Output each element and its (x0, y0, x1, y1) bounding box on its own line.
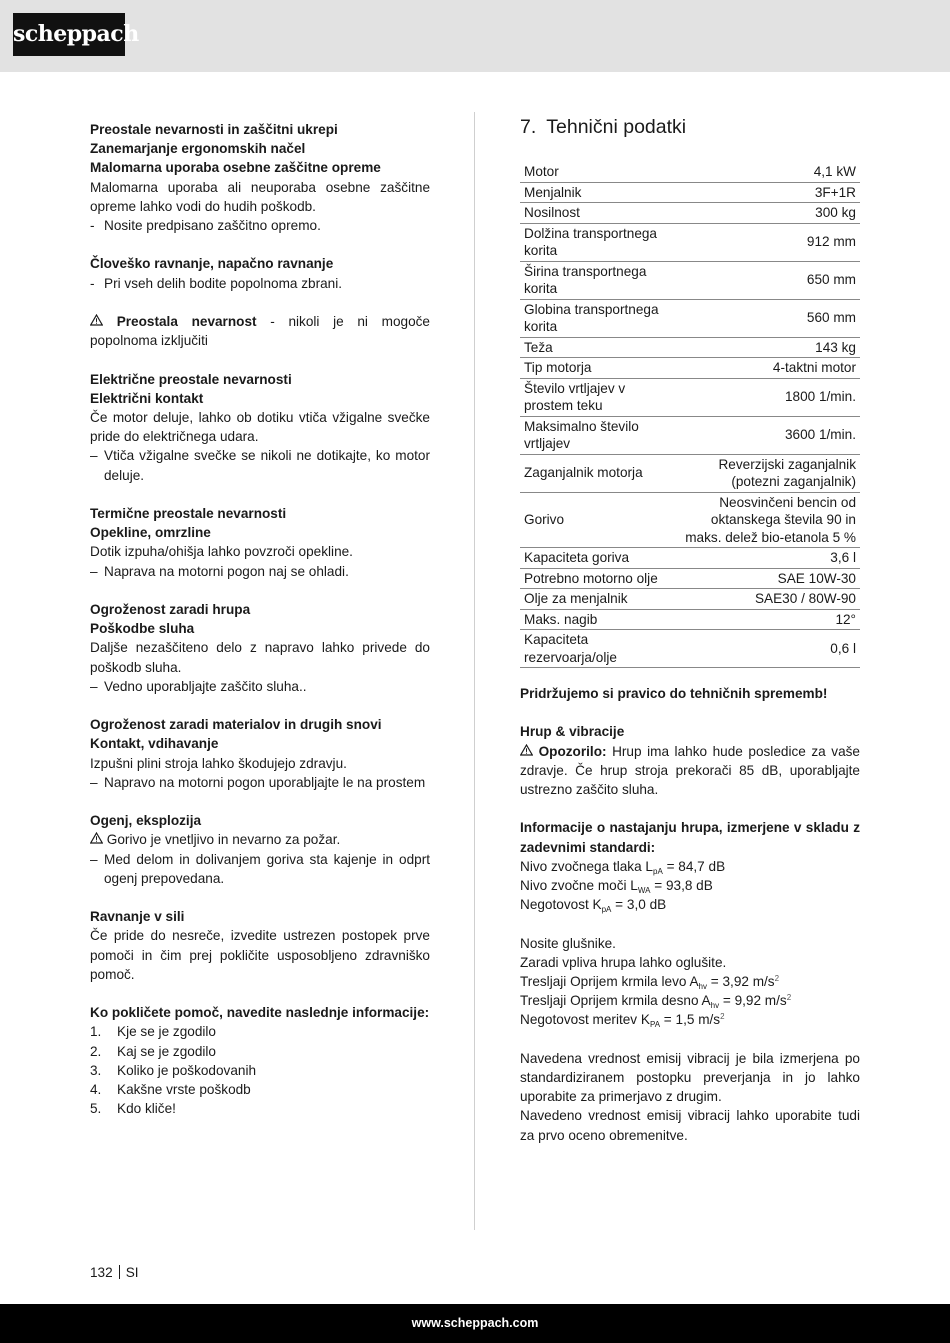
spec-label: Teža (524, 339, 553, 355)
item-text: Kdo kliče! (117, 1101, 176, 1117)
table-row (520, 299, 860, 337)
table-row (520, 223, 860, 261)
list-text: Vtiča vžigalne svečke se nikoli ne dotikajte, ko motor deluje. (104, 448, 430, 483)
value-label: Negotovost meritev K (520, 1012, 650, 1028)
warning-triangle-icon (90, 312, 103, 331)
section-notice (520, 684, 860, 703)
warning-text: Hrup ima lahko hude posledice za vaše zdravje. Če hrup stroja prekorači 85 dB, uporabljajte ustrezno zaščito sluha. (520, 743, 860, 797)
spec-value: 143 kg (815, 339, 856, 355)
warning-triangle-icon (520, 742, 533, 761)
list-item (90, 677, 430, 696)
subheading: Opekline, omrzline (90, 525, 211, 541)
table-row (520, 378, 860, 416)
list-item (90, 216, 430, 235)
superscript: 2 (720, 1012, 725, 1022)
heading: Ko pokličete pomoč, navedite naslednje informacije: (90, 1005, 430, 1021)
list-item (90, 773, 430, 792)
item-text: Kaj se je zgodilo (117, 1043, 216, 1059)
subheading: Zanemarjanje ergonomskih načel (90, 141, 306, 157)
noise-value-line (520, 857, 860, 876)
spec-label: Maks. nagib (524, 611, 598, 627)
section-emergency (90, 907, 430, 984)
section-vibration-values (520, 934, 860, 1030)
table-row (520, 337, 860, 358)
left-column (90, 120, 430, 1138)
section-materials (90, 715, 430, 792)
spec-label: Globina transportnega korita (524, 301, 659, 334)
table-row (520, 162, 860, 182)
spec-value: 3F+1R (814, 184, 856, 200)
value-label: Nivo zvočnega tlaka L (520, 858, 653, 874)
vibration-value-line (520, 1010, 860, 1029)
section-noise-vibration (520, 722, 860, 799)
spec-label: Gorivo (524, 512, 565, 527)
spec-label: Maksimalno število vrtljajev (524, 418, 639, 451)
value-label: Nivo zvočne moči L (520, 878, 638, 893)
tech-data-table (520, 162, 860, 668)
noise-value-line (520, 895, 860, 914)
bullet-mark: – (90, 563, 98, 579)
numbered-item (90, 1042, 430, 1061)
spec-label: Kapaciteta rezervoarja/olje (524, 632, 617, 665)
spec-label: Olje za menjalnik (524, 591, 628, 606)
spec-label: Zaganjalnik motorja (524, 465, 643, 481)
noise-value-line (520, 876, 860, 895)
spec-label: Širina transportnega korita (524, 263, 647, 296)
heading: Ogroženost zaradi materialov in drugih snovi (90, 717, 382, 733)
numbered-item (90, 1022, 430, 1041)
heading: Ogroženost zaradi hrupa (90, 602, 251, 617)
value-label: Tresljaji Oprijem krmila levo A (520, 974, 699, 989)
paragraph: Izpušni plini stroja lahko škodujejo zdravju. (90, 755, 347, 771)
spec-label: Potrebno motorno olje (524, 570, 658, 586)
spec-value: 1800 1/min. (784, 389, 856, 405)
spec-value: 560 mm (806, 310, 856, 326)
list-item (90, 446, 430, 484)
warning-label: Opozorilo: (538, 743, 607, 759)
item-text: Kje se je zgodilo (117, 1024, 216, 1040)
spec-value: SAE 10W-30 (777, 570, 856, 586)
value: = 9,92 m/s (719, 993, 787, 1009)
table-row (520, 568, 860, 589)
numbered-item (90, 1080, 430, 1099)
spec-value: 650 mm (806, 272, 856, 288)
subscript: PA (649, 1020, 661, 1030)
table-row (520, 416, 860, 454)
spec-value: Reverzijski zaganjalnik (potezni zaganjalnik) (718, 456, 856, 489)
page-number (90, 1265, 139, 1280)
table-row (520, 492, 860, 548)
list-item (90, 562, 430, 581)
section-noise-hazard (90, 600, 430, 696)
heading: Ravnanje v sili (90, 909, 185, 925)
footer-website-link[interactable]: www.scheppach.com (411, 1316, 539, 1330)
paragraph: Dotik izpuha/ohišja lahko povzroči opekline. (90, 544, 353, 560)
header-band (0, 0, 950, 72)
table-row (520, 609, 860, 630)
page-number-value: 132 (90, 1265, 113, 1280)
spec-value: 0,6 l (830, 640, 856, 656)
section-call-info (90, 1003, 430, 1118)
section-remaining-risk (90, 312, 430, 350)
spec-label: Kapaciteta goriva (524, 550, 630, 565)
subscript: pA (653, 866, 663, 876)
superscript: 2 (786, 993, 792, 1003)
value: = 93,8 dB (650, 878, 713, 893)
list-text: Med delom in dolivanjem goriva sta kajenje in odprt ogenj prepovedana. (104, 851, 430, 886)
language-code: SI (125, 1265, 139, 1280)
paragraph (520, 742, 860, 800)
spec-value: 12° (835, 611, 856, 627)
subheading: Poškodbe sluha (90, 621, 195, 637)
item-number: 4. (90, 1082, 102, 1098)
bullet-mark: - (90, 275, 95, 291)
table-row (520, 261, 860, 299)
list-text: Nosite predpisano zaščitno opremo. (104, 218, 321, 234)
heading: Človeško ravnanje, napačno ravnanje (90, 256, 334, 272)
table-row (520, 358, 860, 379)
paragraph (90, 312, 430, 350)
remaining-risk-text: - nikoli je ni mogoče popolnoma izključiti (90, 314, 430, 349)
section-noise-measurement (520, 818, 860, 914)
spec-label: Nosilnost (524, 205, 580, 220)
page-separator (119, 1265, 120, 1279)
spec-label: Motor (524, 164, 559, 179)
value-label: Negotovost K (520, 897, 602, 913)
spec-value: 4-taktni motor (772, 360, 856, 375)
spec-value: 4,1 kW (813, 164, 856, 179)
subheading: Električni kontakt (90, 390, 204, 406)
subheading: Kontakt, vdihavanje (90, 736, 219, 752)
spec-value: SAE30 / 80W-90 (754, 591, 856, 606)
section-heading: Tehnični podatki (546, 116, 687, 138)
spec-value: 300 kg (815, 205, 856, 220)
bullet-mark: – (90, 851, 98, 867)
subheading: Malomarna uporaba osebne zaščitne opreme (90, 160, 381, 176)
superscript: 2 (774, 974, 780, 983)
item-number: 2. (90, 1043, 102, 1059)
spec-value: 912 mm (806, 234, 856, 250)
item-number: 5. (90, 1101, 102, 1117)
list-item (90, 274, 430, 293)
heading: Električne preostale nevarnosti (90, 371, 292, 387)
subscript: hv (710, 1001, 720, 1011)
paragraph: Če motor deluje, lahko ob dotiku vtiča vžigalne svečke pride do električnega udara. (90, 410, 430, 445)
vibration-value-line (520, 972, 860, 991)
heading: Preostale nevarnosti in zaščitni ukrepi (90, 122, 338, 137)
item-text: Kakšne vrste poškodb (117, 1082, 251, 1098)
warning-triangle-icon (90, 830, 103, 849)
table-row (520, 548, 860, 569)
heading: Ogenj, eksplozija (90, 813, 202, 829)
change-notice: Pridržujemo si pravico do tehničnih sprememb! (520, 686, 828, 701)
paragraph (90, 830, 430, 849)
table-row (520, 182, 860, 203)
paragraph: Če pride do nesreče, izvedite ustrezen postopek prve pomoči in čim prej pokličite usposobljeno zdravniško pomoč. (90, 928, 430, 982)
spec-value: 3600 1/min. (784, 427, 856, 443)
section-vibration-notes (520, 1049, 860, 1145)
right-column (520, 116, 860, 1164)
item-number: 3. (90, 1062, 102, 1078)
paragraph: Navedena vrednost emisij vibracij je bila izmerjena po standardiziranem postopku preverjanja in jo lahko uporabite za primerjavo z drugim. (520, 1050, 860, 1105)
heading: Informacije o nastajanju hrupa, izmerjene v skladu z zadevnimi standardi: (520, 820, 860, 855)
paragraph: Malomarna uporaba ali neuporaba osebne zaščitne opreme lahko vodi do hudih poškodb. (90, 179, 430, 214)
value-label: Tresljaji Oprijem krmila desno A (520, 993, 711, 1009)
list-text: Vedno uporabljajte zaščito sluha.. (104, 678, 307, 694)
spec-label: Število vrtljajev v prostem teku (524, 380, 626, 413)
heading: Termične preostale nevarnosti (90, 506, 287, 521)
fire-warning-text: Gorivo je vnetljivo in nevarno za požar. (106, 832, 341, 848)
value: = 3,0 dB (611, 897, 667, 913)
numbered-item (90, 1099, 430, 1118)
table-row (520, 454, 860, 492)
list-item (90, 850, 430, 888)
spec-value: 3,6 l (830, 550, 856, 565)
numbered-item (90, 1061, 430, 1080)
bullet-mark: – (90, 448, 98, 464)
bullet-mark: – (90, 678, 98, 694)
table-row (520, 203, 860, 224)
spec-label: Menjalnik (524, 184, 582, 200)
spec-label: Dolžina transportnega korita (524, 225, 657, 258)
section-number: 7. (520, 116, 537, 138)
spec-value: Neosvinčeni bencin od oktanskega števila 90 in maks. delež bio-etanola 5 % (685, 494, 856, 545)
subscript: WA (637, 886, 651, 895)
section-electrical (90, 370, 430, 485)
bullet-mark: – (90, 774, 98, 790)
scheppach-logo: scheppach (13, 13, 125, 56)
section-title (520, 115, 860, 139)
column-divider (474, 112, 475, 1230)
section-residual-risks (90, 120, 430, 235)
table-row (520, 589, 860, 610)
value: = 84,7 dB (662, 858, 726, 874)
section-fire (90, 811, 430, 888)
remaining-risk-label: Preostala nevarnost (116, 314, 257, 329)
vibration-value-line (520, 991, 860, 1010)
item-number: 1. (90, 1024, 102, 1040)
table-row (520, 630, 860, 668)
value: = 3,92 m/s (706, 974, 775, 989)
item-text: Koliko je poškodovanih (117, 1062, 257, 1078)
value: = 1,5 m/s (660, 1012, 721, 1028)
list-text: Pri vseh delih bodite popolnoma zbrani. (104, 275, 343, 291)
bullet-mark: - (90, 218, 95, 234)
section-human-behaviour (90, 254, 430, 292)
paragraph: Nosite glušnike. (520, 935, 616, 951)
section-thermal (90, 504, 430, 581)
subscript: pA (601, 905, 612, 915)
spec-label: Tip motorja (524, 360, 592, 375)
subscript: hv (698, 982, 707, 991)
heading: Hrup & vibracije (520, 724, 625, 740)
paragraph: Daljše nezaščiteno delo z napravo lahko privede do poškodb sluha. (90, 640, 430, 675)
paragraph: Zaradi vpliva hrupa lahko oglušite. (520, 954, 727, 970)
list-text: Napravo na motorni pogon uporabljajte le na prostem (104, 774, 426, 790)
list-text: Naprava na motorni pogon naj se ohladi. (104, 563, 349, 579)
paragraph: Navedeno vrednost emisij vibracij lahko uporabite tudi za prvo oceno obremenitve. (520, 1108, 860, 1143)
